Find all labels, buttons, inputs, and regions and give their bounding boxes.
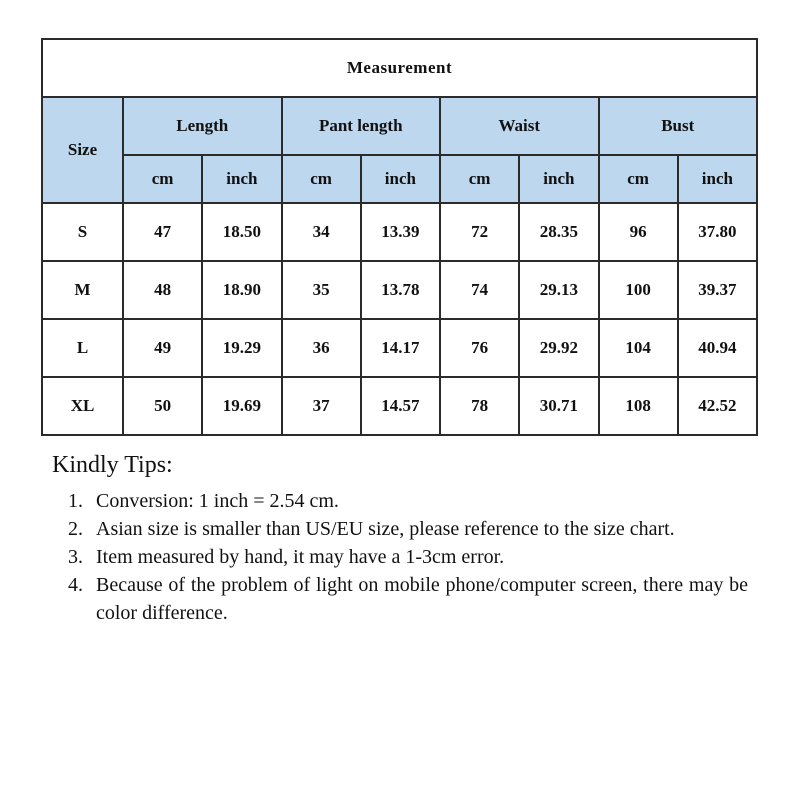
pant-length-group-header: Pant length <box>282 97 441 155</box>
table-cell: 28.35 <box>519 203 598 261</box>
table-cell: 48 <box>123 261 202 319</box>
table-row-s <box>42 203 757 261</box>
tips-heading: Kindly Tips: <box>52 452 173 478</box>
bust-inch-header: inch <box>678 155 757 203</box>
length-group-header: Length <box>123 97 282 155</box>
table-cell: 18.90 <box>202 261 281 319</box>
table-cell: 36 <box>282 319 361 377</box>
table-cell: 47 <box>123 203 202 261</box>
size-label: XL <box>42 377 123 435</box>
table-cell: 19.69 <box>202 377 281 435</box>
size-label: S <box>42 203 123 261</box>
tip-item-1: 1. Conversion: 1 inch = 2.54 cm. <box>88 487 748 515</box>
table-cell: 49 <box>123 319 202 377</box>
table-cell: 18.50 <box>202 203 281 261</box>
size-label: L <box>42 319 123 377</box>
table-cell: 29.92 <box>519 319 598 377</box>
table-row-l <box>42 319 757 377</box>
table-title-row <box>42 39 757 97</box>
table-row-m <box>42 261 757 319</box>
tips-list <box>52 487 748 627</box>
table-cell: 13.78 <box>361 261 440 319</box>
table-cell: 100 <box>599 261 678 319</box>
table-group-header-row <box>42 97 757 155</box>
table-cell: 78 <box>440 377 519 435</box>
table-cell: 30.71 <box>519 377 598 435</box>
tip-item-3: 3. Item measured by hand, it may have a 1-3cm error. <box>88 543 748 571</box>
table-cell: 13.39 <box>361 203 440 261</box>
table-cell: 37.80 <box>678 203 757 261</box>
table-cell: 39.37 <box>678 261 757 319</box>
waist-inch-header: inch <box>519 155 598 203</box>
table-cell: 29.13 <box>519 261 598 319</box>
table-cell: 50 <box>123 377 202 435</box>
table-cell: 37 <box>282 377 361 435</box>
table-cell: 34 <box>282 203 361 261</box>
table-cell: 19.29 <box>202 319 281 377</box>
table-cell: 104 <box>599 319 678 377</box>
table-row-xl <box>42 377 757 435</box>
table-cell: 74 <box>440 261 519 319</box>
table-unit-header-row <box>42 155 757 203</box>
table-cell: 96 <box>599 203 678 261</box>
pant-length-inch-header: inch <box>361 155 440 203</box>
table-cell: 72 <box>440 203 519 261</box>
table-cell: 76 <box>440 319 519 377</box>
length-inch-header: inch <box>202 155 281 203</box>
waist-group-header: Waist <box>440 97 599 155</box>
measurement-table <box>41 38 758 436</box>
size-column-header: Size <box>42 97 123 203</box>
length-cm-header: cm <box>123 155 202 203</box>
table-cell: 14.17 <box>361 319 440 377</box>
table-cell: 14.57 <box>361 377 440 435</box>
table-cell: 108 <box>599 377 678 435</box>
size-label: M <box>42 261 123 319</box>
pant-length-cm-header: cm <box>282 155 361 203</box>
table-cell: 40.94 <box>678 319 757 377</box>
table-cell: 35 <box>282 261 361 319</box>
tips-section <box>52 452 748 627</box>
tip-item-2: 2. Asian size is smaller than US/EU size, please reference to the size chart. <box>88 515 748 543</box>
tip-item-4: 4. Because of the problem of light on mobile phone/computer screen, there may be color difference. <box>88 571 748 627</box>
bust-group-header: Bust <box>599 97 758 155</box>
table-title: Measurement <box>42 39 757 97</box>
bust-cm-header: cm <box>599 155 678 203</box>
waist-cm-header: cm <box>440 155 519 203</box>
table-cell: 42.52 <box>678 377 757 435</box>
